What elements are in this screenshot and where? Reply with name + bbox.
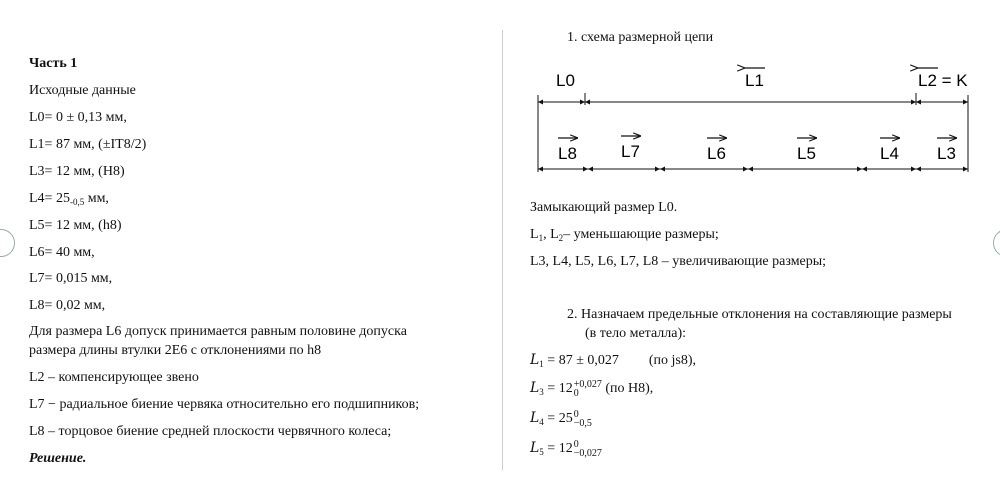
l3-value: L3= 12 мм, (H8) — [29, 164, 125, 179]
label-l5: L5 — [797, 144, 816, 163]
dec-l1-sub: 1 — [538, 233, 544, 243]
l2-description: L2 – компенсирующее звено — [29, 370, 199, 385]
label-l7: L7 — [621, 142, 640, 161]
label-l1: L1 — [745, 71, 764, 90]
next-page-button[interactable] — [993, 229, 1000, 257]
label-l0: L0 — [556, 71, 575, 90]
label-l3: L3 — [937, 144, 956, 163]
formula-l3 — [530, 380, 653, 398]
l4-unit: мм, — [84, 191, 109, 206]
l4-main: L4= 25 — [29, 191, 70, 206]
f3-note: (по H8), — [601, 381, 654, 397]
f4-upper: 0 — [573, 409, 579, 420]
l7-description: L7 − радиальное биение червяка относительно его подшипников; — [29, 397, 420, 412]
label-l2: L2 = K — [918, 71, 968, 90]
column-divider — [502, 30, 503, 470]
increasing-links-text: L3, L4, L5, L6, L7, L8 – увеличивающие размеры; — [530, 254, 827, 269]
f3-var: L — [530, 380, 540, 397]
part-heading: Часть 1 — [29, 56, 78, 71]
f5-var: L — [530, 440, 540, 457]
l8-value: L8= 0,02 мм, — [29, 298, 106, 313]
l5-value: L5= 12 мм, (h8) — [29, 218, 122, 233]
l6-note-line1: Для размера L6 допуск принимается равным половине допуска — [29, 324, 407, 339]
step2-heading-line1: 2. Назначаем предельные отклонения на составляющие размеры — [567, 307, 952, 322]
l8-description: L8 – торцовое биение средней плоскости червячного колеса; — [29, 424, 392, 439]
f3-lower: 0 — [573, 388, 579, 399]
step2-heading-line2: (в тело металла): — [585, 326, 687, 341]
formula-l5 — [530, 440, 602, 458]
l6-note-line2: размера длины втулки 2Е6 с отклонениями по h8 — [29, 343, 322, 358]
dec-l1: L — [530, 227, 539, 242]
initial-data-label: Исходные данные — [29, 83, 136, 98]
f4-var: L — [530, 410, 540, 427]
dimension-chain-diagram — [520, 60, 980, 180]
step1-heading: 1. схема размерной цепи — [567, 30, 714, 45]
f5-upper: 0 — [573, 439, 579, 450]
l1-value: L1= 87 мм, (±IT8/2) — [29, 137, 147, 152]
f5-sub: 5 — [539, 447, 544, 458]
decreasing-links-text — [530, 227, 719, 243]
f5-lower: −0,027 — [573, 448, 602, 459]
dec-comma: , L — [543, 227, 559, 242]
f4-sub: 4 — [539, 417, 544, 428]
formula-l4 — [530, 410, 592, 428]
f1-var: L — [530, 352, 540, 368]
solution-heading: Решение. — [29, 451, 87, 466]
f4-expr: = 25 — [543, 411, 573, 427]
l4-value — [29, 191, 109, 207]
f1-note: (по js8), — [648, 353, 697, 368]
f3-expr: = 12 — [543, 381, 573, 397]
label-l6: L6 — [707, 144, 726, 163]
f4-lower: −0,5 — [573, 418, 592, 429]
label-l8: L8 — [558, 144, 577, 163]
f3-upper: +0,027 — [573, 379, 602, 390]
l0-value: L0= 0 ± 0,13 мм, — [29, 110, 127, 125]
closing-link-text: Замыкающий размер L0. — [530, 200, 678, 215]
f1-sub: 1 — [539, 359, 544, 369]
f5-expr: = 12 — [543, 441, 573, 457]
label-l4: L4 — [880, 144, 899, 163]
l4-tolerance: -0,5 — [69, 197, 85, 207]
dec-text: – уменьшающие размеры; — [563, 227, 719, 242]
formula-l1 — [530, 352, 696, 369]
l6-value: L6= 40 мм, — [29, 245, 95, 260]
dec-l2-sub: 2 — [558, 233, 564, 243]
prev-page-button[interactable] — [0, 229, 15, 257]
f1-expr: = 87 ± 0,027 — [543, 353, 619, 368]
l7-value: L7= 0,015 мм, — [29, 271, 113, 286]
f3-sub: 3 — [539, 387, 544, 398]
